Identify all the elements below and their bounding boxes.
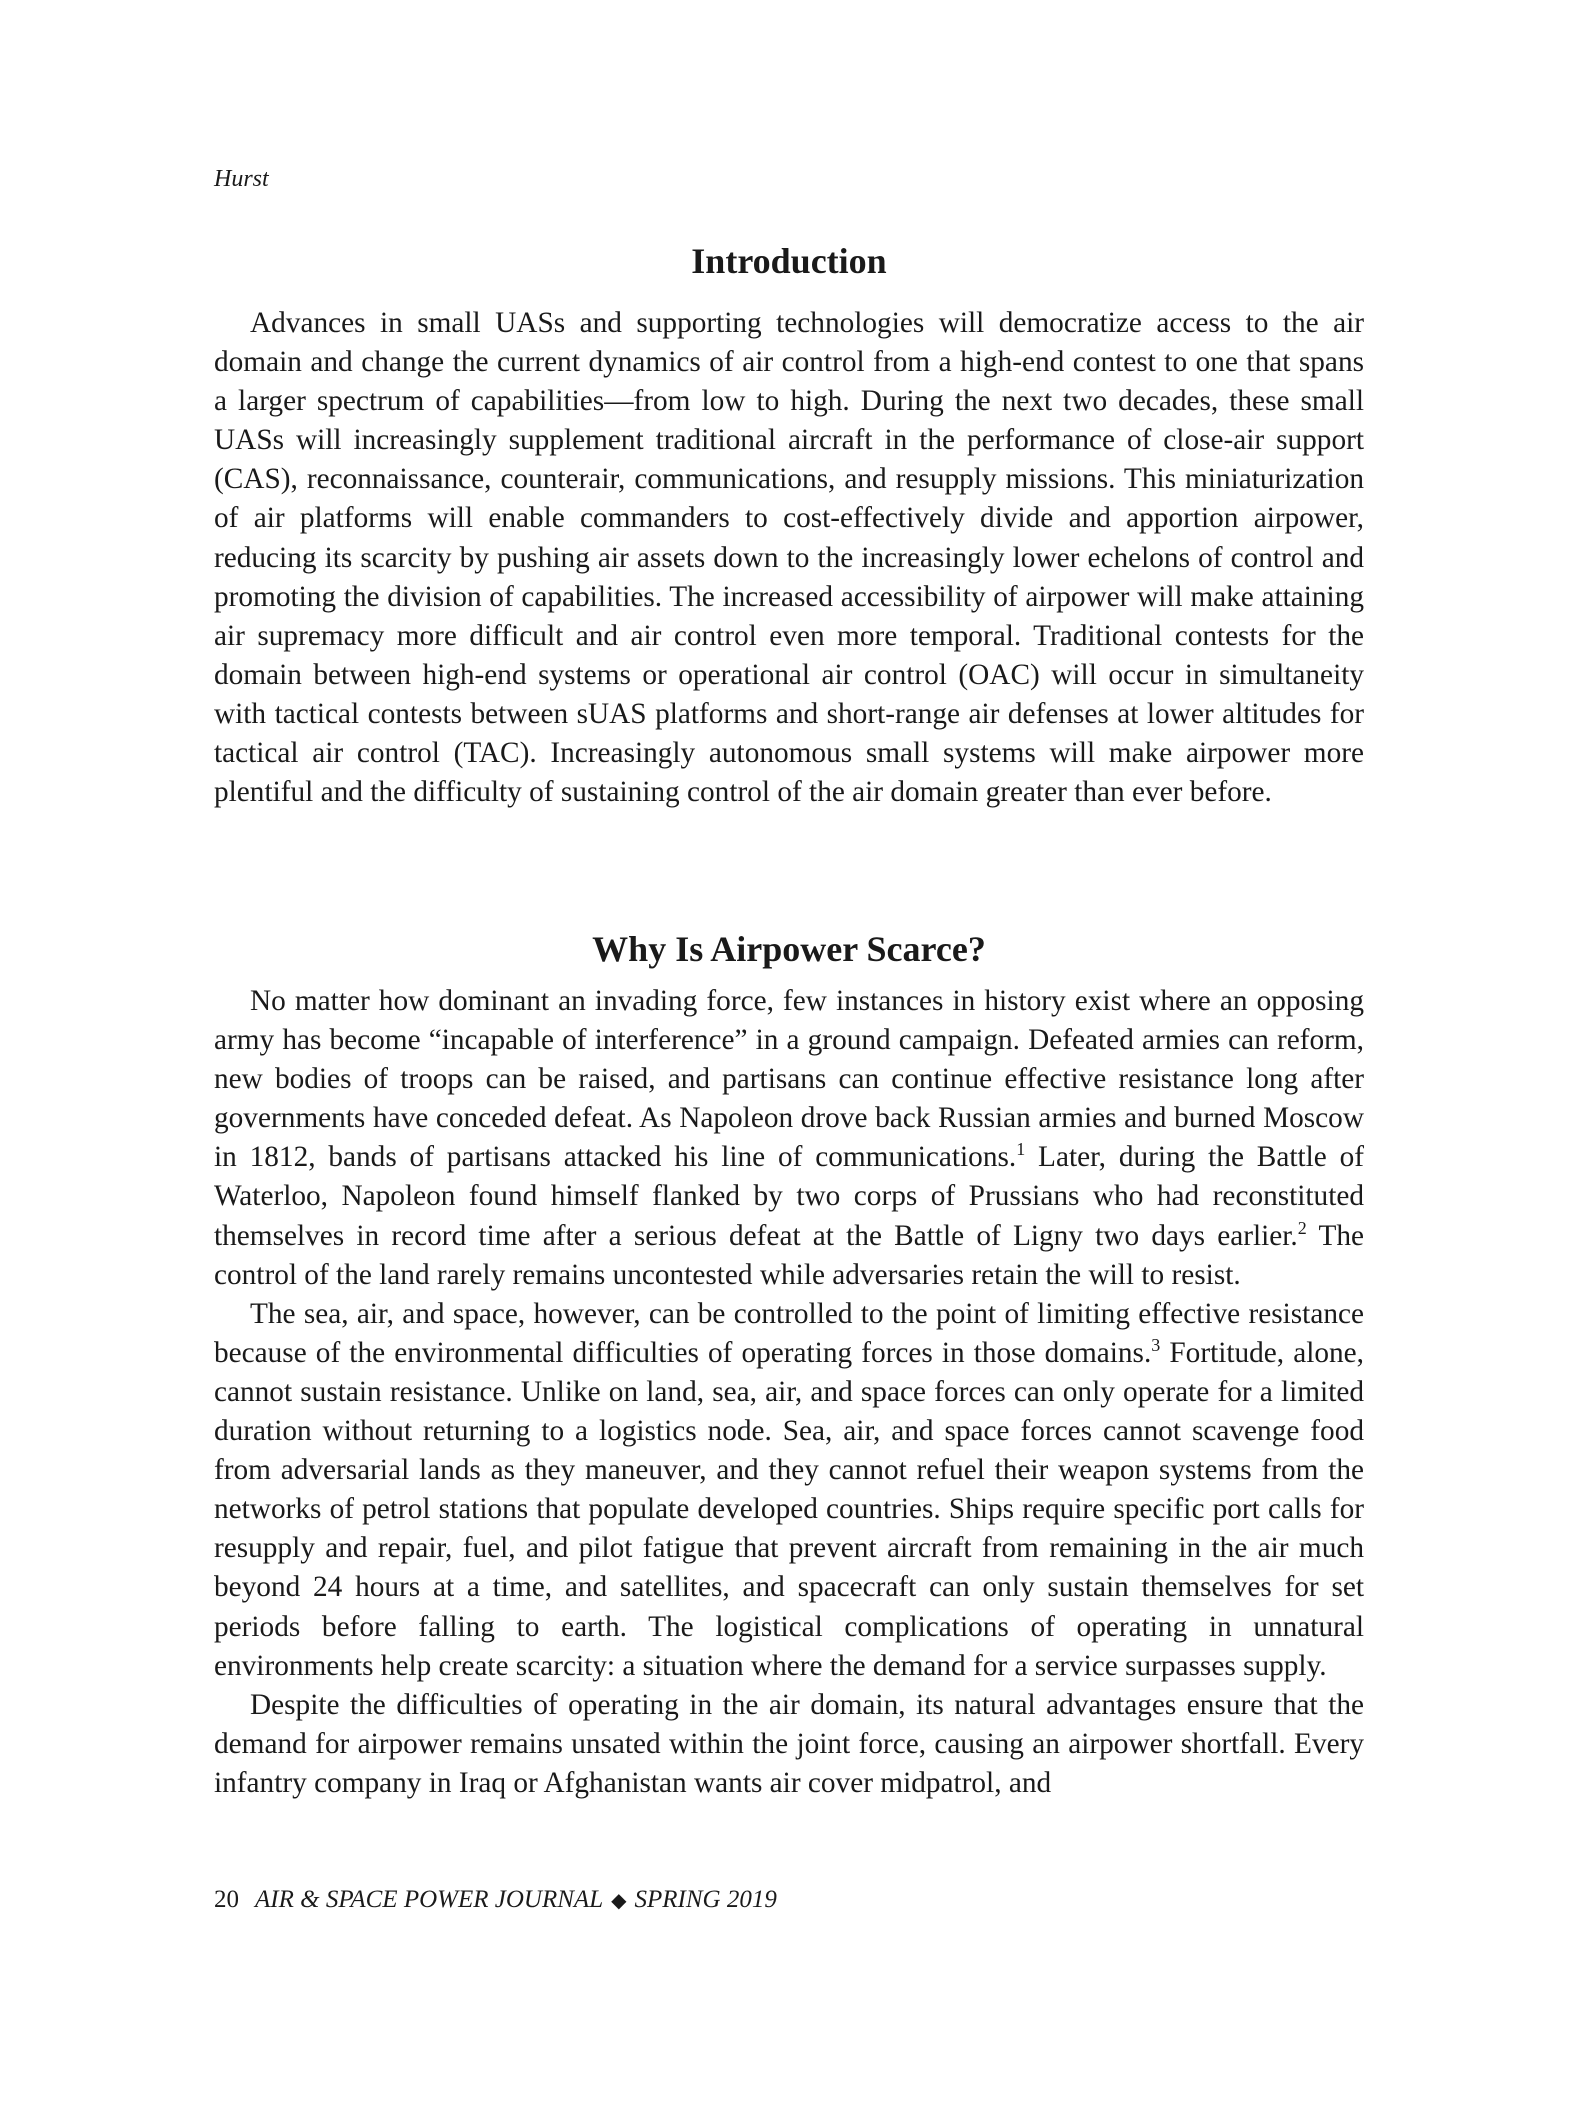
section-why-body [214, 982, 1364, 1803]
diamond-separator-icon: ◆ [611, 1890, 627, 1912]
paragraph-text: Later, during the Battle of Waterloo, Napoleon found himself flanked by two corps of Prussians who had reconstituted themselves in record time after a serious defeat at the Battle of Ligny two days earlier. [214, 1141, 1364, 1252]
footnote-marker: 1 [1016, 1139, 1026, 1160]
paragraph-text: Fortitude, alone, cannot sustain resistance. Unlike on land, sea, air, and space forces can only operate for a limited duration without returning to a logistics node. Sea, air, and space forces cannot scavenge food from adversarial lands as they maneuver, and they cannot refuel their weapon systems from the networks of petrol stations that populate developed countries. Ships require specific port calls for resupply and repair, fuel, and pilot fatigue that prevent aircraft from remaining in the air much beyond 24 hours at a time, and satellites, and spacecraft can only sustain themselves for set periods before falling to earth. The logistical complications of operating in unnatural environments help create scarcity: a situation where the demand for a service surpasses supply. [214, 1336, 1364, 1682]
section-heading-why-airpower-scarce: Why Is Airpower Scarce? [592, 929, 986, 969]
journal-title: AIR & SPACE POWER JOURNAL [255, 1886, 604, 1913]
section-introduction-body [214, 304, 1364, 812]
page-number: 20 [214, 1886, 239, 1913]
paragraph: Advances in small UASs and supporting technologies will democratize access to the air domain and change the current dynamics of air control from a high-end contest to one that spans a larger spectrum of capabilities—from low to high. During the next two decades, these small UASs will increasingly supplement traditional aircraft in the performance of close-air support (CAS), reconnaissance, counterair, communications, and resupply missions. This miniaturization of air platforms will enable commanders to cost-effectively divide and apportion airpower, reducing its scarcity by pushing air assets down to the increasingly lower echelons of control and promoting the division of capabilities. The increased accessibility of airpower will make attaining air supremacy more difficult and air control even more temporal. Traditional contests for the domain between high-end systems or operational air control (OAC) will occur in simultaneity with tactical contests between sUAS platforms and short-range air defenses at lower altitudes for tactical air control (TAC). Increasingly autonomous small systems will make airpower more plentiful and the difficulty of sustaining control of the air domain greater than ever before. [214, 307, 1364, 809]
paragraph-text: The sea, air, and space, however, can be controlled to the point of limiting effective resistance because of the environmental difficulties of operating forces in those domains. [214, 1297, 1364, 1369]
footnote-marker: 2 [1297, 1217, 1307, 1238]
paragraph: Despite the difficulties of operating in the air domain, its natural advantages ensure that the demand for airpower remains unsated within the joint force, causing an airpower shortfall. Every infantry company in Iraq or Afghanistan wants air cover midpatrol, and [214, 1688, 1364, 1799]
footnote-marker: 3 [1151, 1335, 1161, 1356]
paragraph-text: No matter how dominant an invading force, few instances in history exist where an opposing army has become “incapable of interference” in a ground campaign. Defeated armies can reform, new bodies of troops can be raised, and partisans can continue effective resistance long after governments have conceded defeat. As Napoleon drove back Russian armies and burned Moscow in 1812, bands of partisans attacked his line of communications. [214, 985, 1364, 1174]
running-head-author: Hurst [214, 166, 269, 192]
journal-issue: SPRING 2019 [634, 1886, 777, 1913]
paragraph [214, 982, 1364, 1295]
document-page [214, 0, 1364, 2106]
paragraph [214, 1295, 1364, 1686]
page-footer [214, 1886, 777, 1914]
paragraph-text: The control of the land rarely remains uncontested while adversaries retain the will to resist. [214, 1219, 1365, 1291]
section-heading-introduction: Introduction [691, 241, 887, 281]
